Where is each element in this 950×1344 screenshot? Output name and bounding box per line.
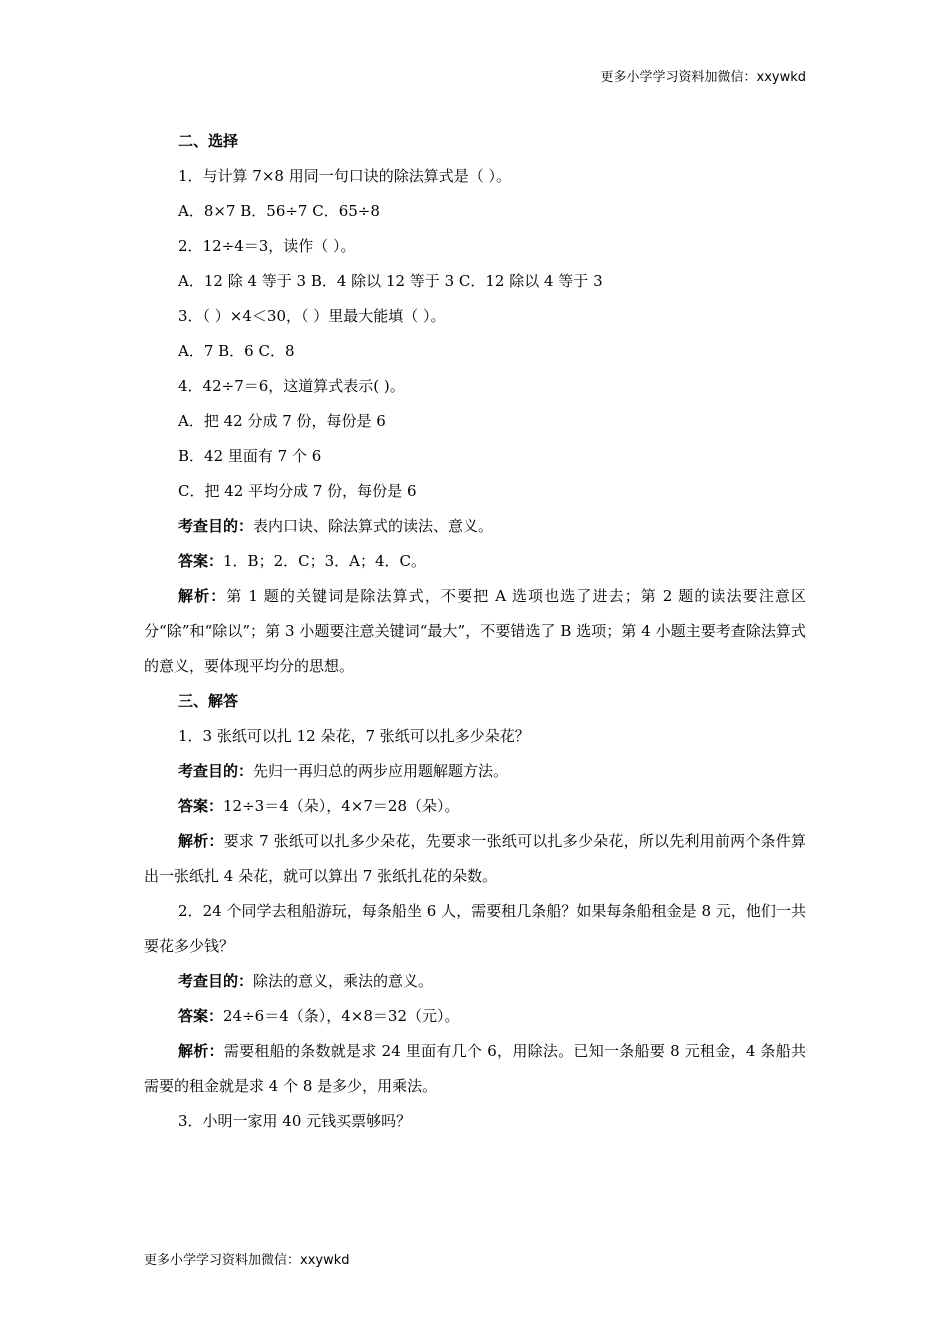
answer-label: 答案：	[178, 552, 224, 570]
analysis-label: 解析：	[178, 587, 227, 605]
solve-q1-analysis	[144, 824, 806, 894]
choice-question-1: 1．与计算 7×8 用同一句口诀的除法算式是（ ）。	[178, 167, 512, 185]
solve-question-1: 1．3 张纸可以扎 12 朵花，7 张纸可以扎多少朵花？	[178, 727, 530, 745]
purpose-text: 除法的意义，乘法的意义。	[253, 972, 434, 990]
choice-analysis	[144, 579, 806, 684]
analysis-label: 解析：	[178, 1042, 224, 1060]
choice-purpose	[144, 509, 806, 544]
analysis-label: 解析：	[178, 832, 224, 850]
page-header: 更多小学学习资料加微信：xxywkd	[600, 70, 806, 85]
document-body	[144, 124, 806, 1139]
purpose-label: 考查目的：	[178, 762, 254, 780]
answer-text: 24÷6＝4（条），4×8＝32（元）。	[223, 1007, 460, 1025]
choice-question-3: 3．（ ）×4＜30，（ ）里最大能填（ ）。	[178, 307, 446, 325]
solve-question-3: 3．小明一家用 40 元钱买票够吗？	[178, 1112, 412, 1130]
purpose-text: 先归一再归总的两步应用题解题方法。	[253, 762, 509, 780]
purpose-text: 表内口诀、除法算式的读法、意义。	[253, 517, 494, 535]
answer-label: 答案：	[178, 797, 224, 815]
answer-text: 12÷3＝4（朵），4×7＝28（朵）。	[223, 797, 460, 815]
solve-q2-purpose	[144, 964, 806, 999]
section-heading-solve: 三、解答	[178, 692, 239, 710]
answer-label: 答案：	[178, 1007, 224, 1025]
choice-question-2-options: A．12 除 4 等于 3 B．4 除以 12 等于 3 C．12 除以 4 等于 3	[178, 272, 603, 290]
solve-q2-answer	[144, 999, 806, 1034]
choice-question-3-options: A．7 B．6 C．8	[178, 342, 295, 360]
choice-question-4-option-c: C．把 42 平均分成 7 份，每份是 6	[178, 482, 417, 500]
choice-question-2: 2．12÷4＝3，读作（ ）。	[178, 237, 356, 255]
analysis-text: 第 1 题的关键词是除法算式，不要把 A 选项也选了进去；第 2 题的读法要注意区分“除”和“除以”；第 3 小题要注意关键词“最大”，不要错选了 B 选项；第 4 小题主要考查除法算式的意义，要体现平均分的思想。	[144, 587, 806, 675]
purpose-label: 考查目的：	[178, 517, 254, 535]
solve-q1-answer	[144, 789, 806, 824]
answer-text: 1．B；2．C；3．A；4．C。	[223, 552, 426, 570]
section-heading-choice: 二、选择	[178, 132, 239, 150]
solve-q1-purpose	[144, 754, 806, 789]
analysis-text: 要求 7 张纸可以扎多少朵花，先要求一张纸可以扎多少朵花，所以先利用前两个条件算出一张纸扎 4 朵花，就可以算出 7 张纸扎花的朵数。	[144, 832, 806, 885]
choice-question-1-options: A．8×7 B．56÷7 C．65÷8	[178, 202, 380, 220]
solve-question-2: 2．24 个同学去租船游玩，每条船坐 6 人，需要租几条船？如果每条船租金是 8 元，他们一共要花多少钱？	[144, 902, 806, 955]
solve-q2-analysis	[144, 1034, 806, 1104]
purpose-label: 考查目的：	[178, 972, 254, 990]
choice-question-4-option-b: B．42 里面有 7 个 6	[178, 447, 322, 465]
choice-answer	[144, 544, 806, 579]
choice-question-4-option-a: A．把 42 分成 7 份，每份是 6	[178, 412, 386, 430]
page-footer: 更多小学学习资料加微信：xxywkd	[144, 1253, 350, 1268]
analysis-text: 需要租船的条数就是求 24 里面有几个 6，用除法。已知一条船要 8 元租金，4 条船共需要的租金就是求 4 个 8 是多少，用乘法。	[144, 1042, 806, 1095]
choice-question-4: 4．42÷7＝6，这道算式表示( )。	[178, 377, 405, 395]
